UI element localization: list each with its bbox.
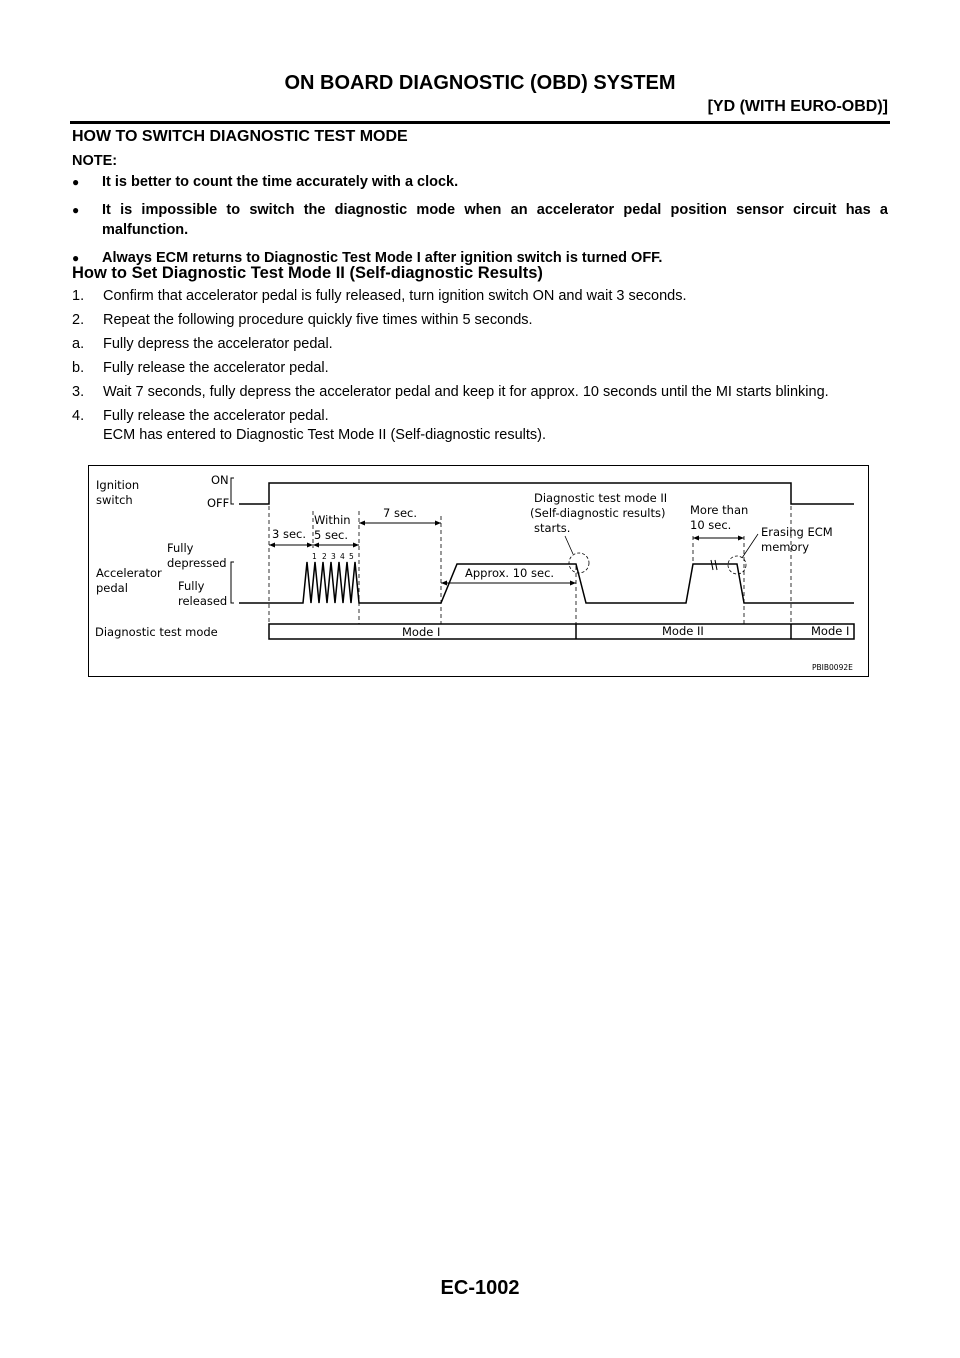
count-label: 3: [331, 552, 336, 561]
step-item: [72, 407, 888, 445]
bullet-icon: ●: [72, 203, 80, 217]
step-text: Fully release the accelerator pedal.: [103, 360, 329, 376]
diag-mode-starts-label-2: (Self-diagnostic results): [530, 506, 666, 520]
note-list: [72, 172, 888, 276]
mode-one-label: Mode I: [402, 625, 441, 639]
erase-leader-line: [742, 534, 758, 558]
count-label: 4: [340, 552, 345, 561]
step-number: b.: [72, 360, 85, 376]
erasing-label-2: memory: [761, 540, 810, 554]
on-label: ON: [211, 473, 229, 487]
figure-code: PBIB0092E: [812, 663, 853, 672]
step-number: 3.: [72, 384, 85, 400]
mode-row-label: Diagnostic test mode: [95, 625, 218, 639]
approx-ten-sec-label: Approx. 10 sec.: [465, 566, 555, 580]
pedal-label: Accelerator: [96, 566, 162, 580]
step-text: Repeat the following procedure quickly five times within 5 seconds.: [103, 312, 533, 328]
note-text: It is impossible to switch the diagnostic mode when an accelerator pedal position sensor circuit has a malfunction.: [102, 202, 888, 238]
count-label: 5: [349, 552, 354, 561]
more-than-label: More than: [690, 503, 749, 517]
mode-bar: [269, 624, 854, 639]
fully-released-label-2: released: [178, 594, 228, 608]
fully-depressed-label: Fully: [167, 541, 194, 555]
count-label: 2: [322, 552, 327, 561]
step-number: a.: [72, 336, 85, 352]
page-subtitle: [YD (WITH EURO-OBD)]: [707, 98, 888, 115]
note-item: [72, 172, 888, 192]
mode-two-label: Mode II: [662, 624, 704, 638]
three-sec-label: 3 sec.: [272, 527, 307, 541]
erasing-label: Erasing ECM: [761, 525, 833, 539]
procedure-steps: [72, 287, 888, 450]
page-number: EC-1002: [440, 1277, 520, 1299]
ignition-label-2: switch: [96, 493, 133, 507]
note-text: Always ECM returns to Diagnostic Test Mode I after ignition switch is turned OFF.: [102, 250, 663, 266]
diag-mode-starts-label: Diagnostic test mode II: [534, 491, 668, 505]
note-item: [72, 200, 888, 240]
pedal-bracket: [231, 562, 234, 603]
step-text: Wait 7 seconds, fully depress the accelerator pedal and keep it for approx. 10 seconds until the MI starts blinking.: [103, 384, 829, 400]
timing-diagram-svg: [89, 466, 870, 678]
off-label: OFF: [207, 496, 230, 510]
more-than-label-2: 10 sec.: [690, 518, 732, 532]
diag-marker-circle: [569, 553, 589, 573]
diag-mode-starts-label-3: starts.: [534, 521, 571, 535]
step-text: Confirm that accelerator pedal is fully released, turn ignition switch ON and wait 3 seconds.: [103, 288, 687, 304]
seven-sec-label: 7 sec.: [383, 506, 418, 520]
mode-one-label-end: Mode I: [811, 624, 850, 638]
diag-leader-line: [565, 536, 573, 554]
pedal-label-2: pedal: [96, 581, 128, 595]
header-divider: [70, 121, 890, 124]
ignition-label: Ignition: [96, 478, 140, 492]
step-number: 2.: [72, 312, 85, 328]
step-text: Fully release the accelerator pedal.: [103, 408, 329, 424]
subsection-title: How to Set Diagnostic Test Mode II (Self-diagnostic Results): [72, 264, 543, 282]
within-label-2: 5 sec.: [314, 528, 349, 542]
bullet-icon: ●: [72, 175, 80, 189]
step-item: [72, 311, 888, 330]
page-title: ON BOARD DIAGNOSTIC (OBD) SYSTEM: [284, 72, 676, 94]
note-label: NOTE:: [72, 153, 118, 169]
section-title: HOW TO SWITCH DIAGNOSTIC TEST MODE: [72, 128, 408, 145]
fully-released-label: Fully: [178, 579, 205, 593]
step-item: [72, 335, 888, 354]
break-mark-icon: [711, 560, 717, 570]
bullet-icon: ●: [72, 251, 80, 265]
step-number: 4.: [72, 408, 85, 424]
timing-diagram: [88, 465, 869, 677]
within-label: Within: [314, 513, 351, 527]
step-number: 1.: [72, 288, 85, 304]
fully-depressed-label-2: depressed: [167, 556, 227, 570]
ignition-bracket: [231, 478, 234, 504]
count-label: 1: [312, 552, 317, 561]
step-item: [72, 383, 888, 402]
note-text: It is better to count the time accurately with a clock.: [102, 174, 459, 190]
step-continuation: ECM has entered to Diagnostic Test Mode II (Self-diagnostic results).: [103, 427, 546, 443]
step-item: [72, 359, 888, 378]
step-item: [72, 287, 888, 306]
step-text: Fully depress the accelerator pedal.: [103, 336, 333, 352]
